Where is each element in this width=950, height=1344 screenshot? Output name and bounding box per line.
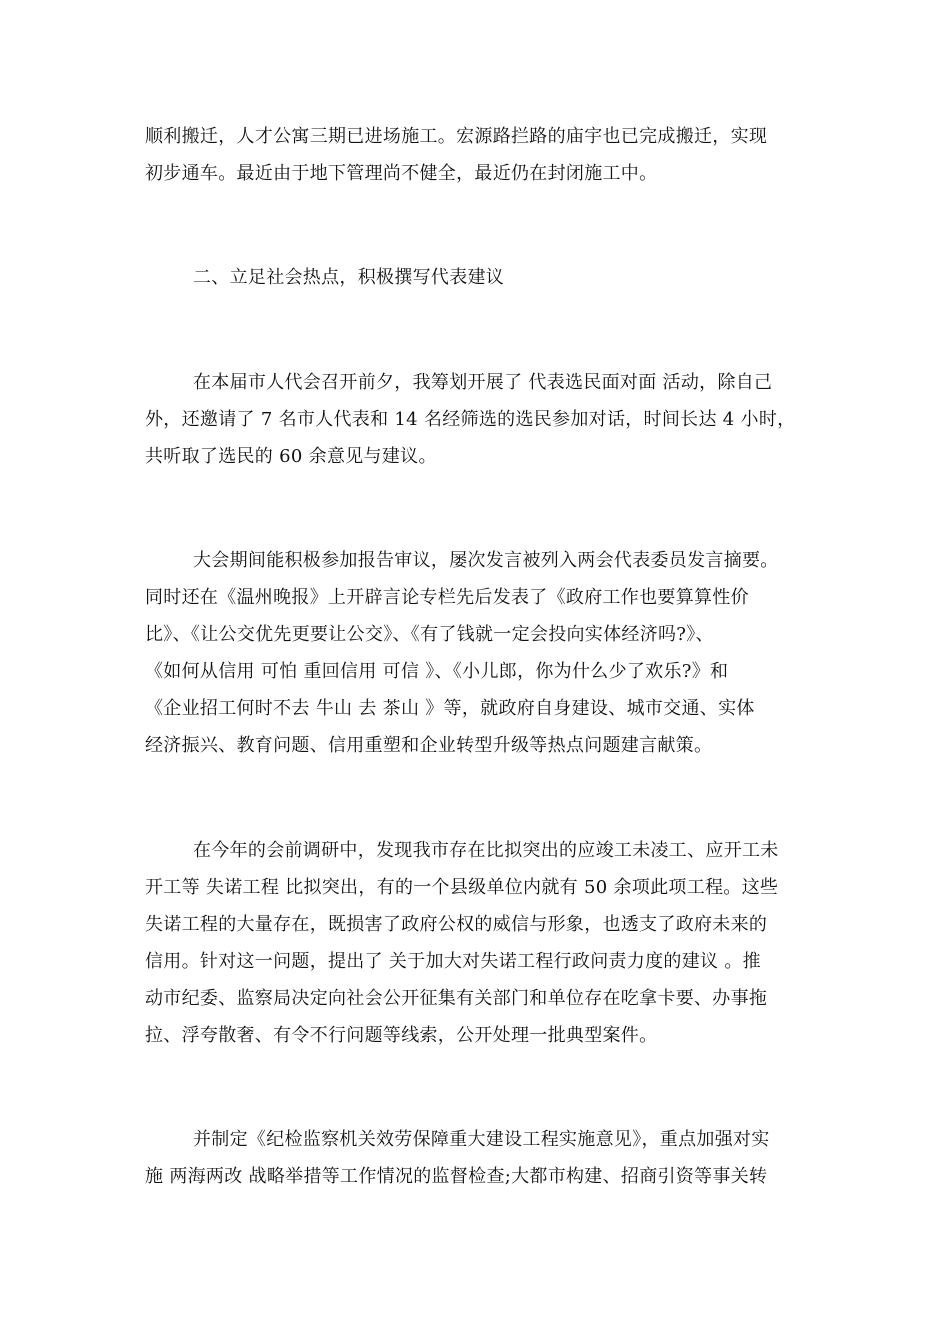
paragraph-4-line-2: 开工等 失诺工程 比拟突出，有的一个县级单位内就有 50 余项此项工程。这些 xyxy=(145,877,779,898)
paragraph-3-line-1: 大会期间能积极参加报告审议，屡次发言被列入两会代表委员发言摘要。 xyxy=(193,550,779,571)
paragraph-2-line-3: 共听取了选民的 60 余意见与建议。 xyxy=(145,446,437,467)
paragraph-5-line-1: 并制定《纪检监察机关效劳保障重大建设工程实施意见》，重点加强对实 xyxy=(193,1129,770,1150)
paragraph-4-line-6: 拉、浮夸散奢、有令不行问题等线索，公开处理一批典型案件。 xyxy=(145,1025,658,1046)
paragraph-3-line-2: 同时还在《温州晚报》上开辟言论专栏先后发表了《政府工作也要算算性价 xyxy=(145,587,749,608)
paragraph-1-line-1: 顺利搬迁，人才公寓三期已进场施工。宏源路拦路的庙宇也已完成搬迁，实现 xyxy=(145,126,768,147)
paragraph-1-line-2: 初步通车。最近由于地下管理尚不健全，最近仍在封闭施工中。 xyxy=(145,163,658,184)
paragraph-2-line-1: 在本届市人代会召开前夕，我筹划开展了 代表选民面对面 活动，除自己 xyxy=(193,372,773,393)
paragraph-3-line-3: 比》、《让公交优先更要让公交》、《有了钱就一定会投向实体经济吗?》、 xyxy=(145,624,714,645)
section-heading: 二、立足社会热点，积极撰写代表建议 xyxy=(193,267,505,288)
paragraph-2-line-2: 外，还邀请了 7 名市人代表和 14 名经筛选的选民参加对话，时间长达 4 小时， xyxy=(145,409,796,430)
paragraph-4-line-1: 在今年的会前调研中，发现我市存在比拟突出的应竣工未凌工、应开工未 xyxy=(193,840,779,861)
paragraph-4-line-3: 失诺工程的大量存在，既损害了政府公权的威信与形象，也透支了政府未来的 xyxy=(145,914,768,935)
paragraph-3-line-4: 《如何从信用 可怕 重回信用 可信 》、《小儿郎，你为什么少了欢乐?》和 xyxy=(145,661,729,682)
paragraph-4-line-4: 信用。针对这一问题，提出了 关于加大对失诺工程行政问责力度的建议 。推 xyxy=(145,951,761,972)
paragraph-3-line-6: 经济振兴、教育问题、信用重塑和企业转型升级等热点问题建言献策。 xyxy=(145,735,713,756)
paragraph-4-line-5: 动市纪委、监察局决定向社会公开征集有关部门和单位存在吃拿卡要、办事拖 xyxy=(145,988,768,1009)
paragraph-5-line-2: 施 两海两改 战略举措等工作情况的监督检查;大都市构建、招商引资等事关转 xyxy=(145,1166,768,1187)
paragraph-3-line-5: 《企业招工何时不去 牛山 去 茶山 》等，就政府自身建设、城市交通、实体 xyxy=(145,698,755,719)
